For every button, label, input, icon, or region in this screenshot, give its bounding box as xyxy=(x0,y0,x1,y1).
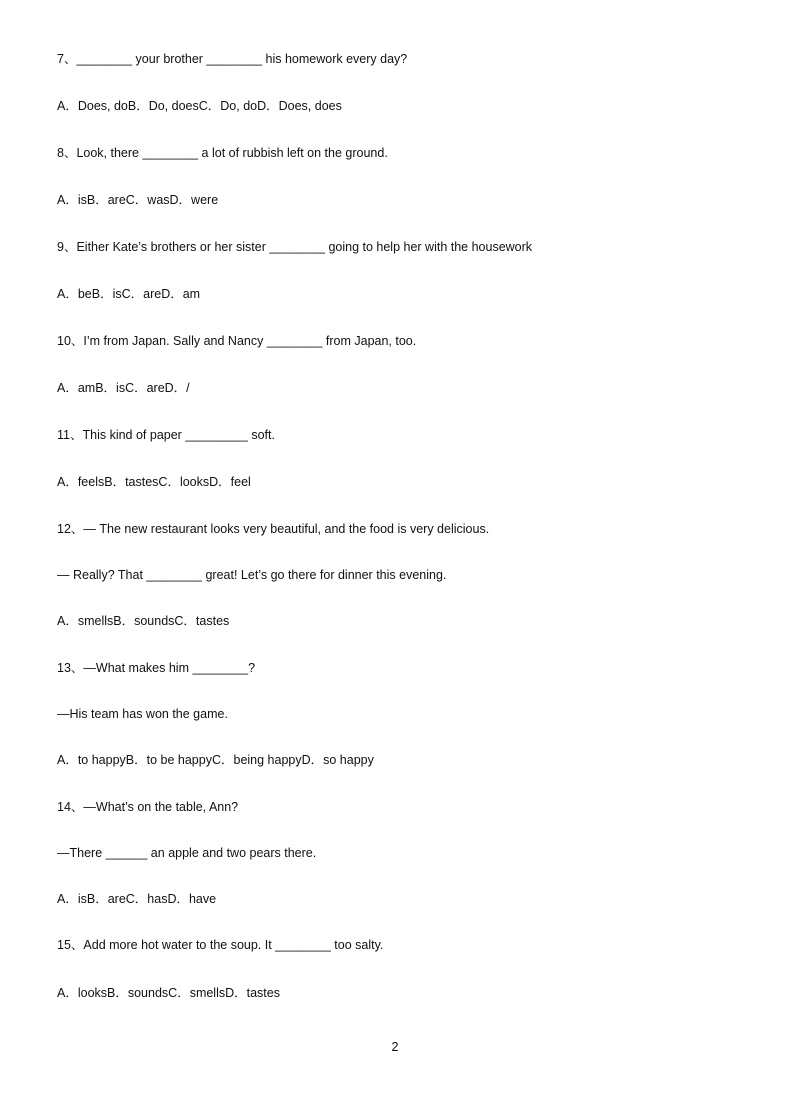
question-10: 10、I’m from Japan. Sally and Nancy ________ from Japan, too. xyxy=(57,334,417,348)
question-9-options: A．beB．isC．areD．am xyxy=(57,287,201,301)
question-10-options: A．amB．isC．areD．/ xyxy=(57,381,190,395)
page-number: 2 xyxy=(391,1040,399,1054)
question-13: 13、—What makes him ________? xyxy=(57,661,256,675)
question-8-options: A．isB．areC．wasD．were xyxy=(57,193,219,207)
question-12: 12、— The new restaurant looks very beautiful, and the food is very delicious. xyxy=(57,522,490,536)
question-7: 7、________ your brother ________ his homework every day? xyxy=(57,52,408,66)
question-14-options: A．isB．areC．hasD．have xyxy=(57,892,217,906)
question-13-options: A．to happyB．to be happyC．being happyD．so happy xyxy=(57,753,374,767)
question-13-dialogue-reply: —His team has won the game. xyxy=(57,707,228,721)
question-15: 15、Add more hot water to the soup. It ________ too salty. xyxy=(57,938,384,952)
question-14: 14、—What’s on the table, Ann? xyxy=(57,800,239,814)
question-15-options: A．looksB．soundsC．smellsD．tastes xyxy=(57,986,280,1000)
question-7-options: A．Does, doB．Do, doesC．Do, doD．Does, does xyxy=(57,99,342,113)
question-9: 9、Either Kate’s brothers or her sister ________ going to help her with the housework xyxy=(57,240,533,254)
question-12-options: A．smellsB．soundsC．tastes xyxy=(57,614,230,628)
question-11-options: A．feelsB．tastesC．looksD．feel xyxy=(57,475,251,489)
question-14-dialogue-reply: —There ______ an apple and two pears there. xyxy=(57,846,317,860)
question-11: 11、This kind of paper _________ soft. xyxy=(57,428,275,442)
question-12-dialogue-reply: — Really? That ________ great! Let’s go there for dinner this evening. xyxy=(57,568,447,582)
question-8: 8、Look, there ________ a lot of rubbish left on the ground. xyxy=(57,146,388,160)
